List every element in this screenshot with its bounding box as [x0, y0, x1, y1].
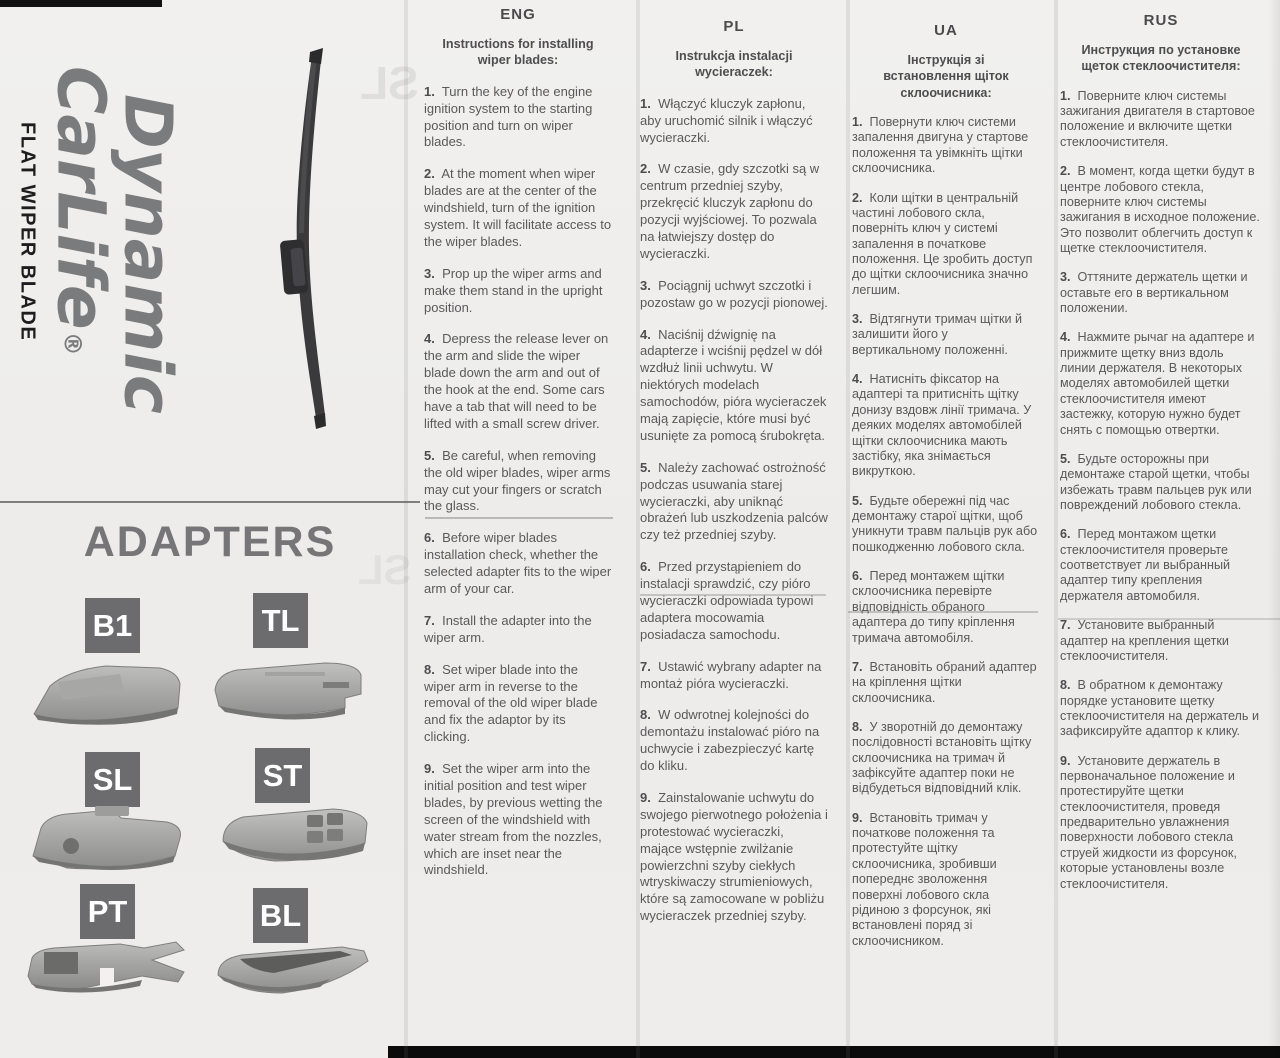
step-text: Будьте осторожны при демонтаже старой щетки, чтобы избежать травм пальцев рук или повреждений лобового стекла.: [1060, 451, 1252, 512]
step-text: Włączyć kluczyk zapłonu, aby uruchomić silnik i włączyć wycieraczki.: [640, 95, 813, 145]
fold-line: [1054, 0, 1058, 1058]
instruction-step: [852, 372, 1040, 480]
step-number: 6.: [1060, 527, 1071, 542]
instruction-step: [424, 761, 612, 879]
column-subtitle: Instructions for installing wiper blades:: [442, 37, 594, 68]
step-text: В момент, когда щетки будут в центре лобового стекла, поверните ключ системы зажигания в исходное положение. Это позволит облегчить доступ к щетке стеклоочистителя.: [1060, 164, 1260, 255]
step-number: 1.: [424, 83, 435, 99]
step-text: Відтягнути тримач щітки й залишити його у вертикальному положенні.: [852, 312, 1023, 357]
step-number: 2.: [640, 161, 651, 177]
adapter-photo-b1: [28, 652, 188, 732]
instruction-step: [852, 811, 1040, 949]
column-subtitle: Інструкція зі встановлення щіток склоочисника:: [883, 53, 1009, 100]
column-subtitle: Instrukcja instalacji wycieraczek:: [675, 49, 793, 80]
instruction-list: [424, 84, 612, 880]
step-text: W odwrotnej kolejności do demontażu instalować pióro na uchwycie i zabezpieczyć kartę do kliku.: [640, 707, 820, 774]
step-text: Pociągnij uchwyt szczotki i pozostaw go w pozycji pionowej.: [640, 277, 828, 310]
paper-crease: [0, 501, 420, 503]
column-rus: [1060, 0, 1262, 892]
step-text: Будьте обережні під час демонтажу старої щітки, щоб уникнути травм пальців рук або пошкодженню лобового скла.: [852, 493, 1038, 554]
bleed-through-text: SL: [360, 57, 419, 109]
instruction-step: [424, 84, 612, 152]
instruction-step: [640, 161, 828, 262]
step-text: Установите выбранный адаптер на крепления щетки стеклоочистителя.: [1060, 618, 1229, 663]
instruction-step: [1060, 527, 1262, 604]
column-pl: [640, 0, 828, 925]
step-number: 5.: [424, 447, 435, 463]
step-number: 1.: [640, 95, 651, 111]
instruction-step: [1060, 754, 1262, 892]
step-text: Należy zachować ostrożność podczas usuwania starej wycieraczki, aby uniknąć obrażeń lub uszkodzenia palców czy też przedniej szyby.: [640, 459, 828, 543]
step-number: 1.: [1060, 88, 1071, 103]
adapters-title: ADAPTERS: [83, 518, 337, 566]
instruction-step: [1060, 678, 1262, 739]
fold-line: [846, 0, 850, 1058]
step-number: 2.: [852, 190, 863, 205]
instruction-step: [1060, 452, 1262, 513]
instruction-step: [852, 660, 1040, 706]
adapter-label-bl: BL: [253, 888, 308, 943]
adapter-photo-pt: [22, 930, 197, 1015]
step-number: 3.: [852, 312, 863, 327]
step-text: Depress the release lever on the arm and slide the wiper blade down the arm and out of the hook at the end. Some cars have a tab that will need to be lifted with a small screw driver.: [424, 331, 609, 431]
step-number: 7.: [424, 612, 435, 628]
step-text: Naciśnij dźwignię na adapterze i wciśnij pędzel w dół wzdłuż linii uchwytu. W niektórych modelach samochodów, pióra wycieraczek mają zapięcie, które musi być usunięte za pomocą śrubokręta.: [640, 326, 827, 443]
adapter-photo-st: [215, 795, 375, 880]
step-number: 4.: [1060, 330, 1071, 345]
step-text: Zainstalowanie uchwytu do swojego pierwotnego położenia i protestować wycieraczki, mające wstępnie zwilżanie powierzchni szyby ciekłych wtryskiwaczy strumieniowych, które są zamocowane w pobliżu wycieraczek przedniej szyby.: [640, 790, 828, 924]
instruction-step: [1060, 330, 1262, 438]
step-text: Turn the key of the engine ignition system to the starting position and turn on wiper blades.: [424, 83, 593, 150]
instruction-step: [852, 191, 1040, 299]
instruction-step: [852, 312, 1040, 358]
step-number: 9.: [852, 810, 863, 825]
step-number: 3.: [424, 265, 435, 281]
instruction-step: [424, 166, 612, 250]
step-text: У зворотній до демонтажу послідовності встановіть щітку склоочисника на тримач й зафіксуйте адаптер поки не відбудеться відповідний клік.: [852, 719, 1032, 796]
step-number: 5.: [640, 459, 651, 475]
step-number: 4.: [852, 372, 863, 387]
step-number: 1.: [852, 115, 863, 130]
adapter-photo-sl: [25, 798, 190, 883]
step-text: Установите держатель в первоначальное положение и протестируйте щетки стеклоочистителя, проведя предварительно увлажнения поверхности лобового стекла струей жидкости из форсунок, которые установлены возле стеклоочистителя.: [1060, 753, 1237, 891]
instruction-step: [1060, 164, 1262, 256]
instruction-step: [424, 266, 612, 317]
wiper-blade-photo: [262, 48, 348, 436]
scan-edge-bottom: [388, 1046, 1280, 1058]
scan-edge-right: [1268, 0, 1280, 1058]
step-text: Оттяните держатель щетки и оставьте его в вертикальном положении.: [1060, 270, 1248, 316]
step-number: 9.: [424, 761, 435, 777]
logo-dynamic: Dynamic: [109, 94, 187, 414]
step-number: 2.: [1060, 164, 1071, 179]
step-text: Set the wiper arm into the initial position and test wiper blades, by previous wetting the screen of the windshield with water stream from the nozzles, which are inset near the windshield.: [424, 761, 603, 878]
step-text: Be careful, when removing the old wiper blades, wiper arms may cut your fingers or scratch the glass.: [424, 447, 611, 514]
step-number: 5.: [852, 493, 863, 508]
step-text: В обратном к демонтажу порядке установите щетку стеклоочистителя на держатель и зафиксируйте адаптор к клику.: [1060, 678, 1259, 739]
step-text: Przed przystąpieniem do instalacji sprawdzić, czy pióro wycieraczki odpowiada typowi adaptera mocowamia posiadacza samochodu.: [640, 559, 814, 642]
step-text: Натисніть фіксатор на адаптері та притисніть щітку донизу вздовж лінії тримача. У деяких моделях автомобілей щітки склоочисника мають застібку, яка знімається викруткою.: [852, 372, 1032, 479]
step-text: Нажмите рычаг на адаптере и прижмите щетку вниз вдоль линии держателя. В некоторых моделях автомобилей щетки стеклоочистителя имеют застежку, которую нужно будет снять с помощью отвертки.: [1060, 330, 1255, 437]
language-header: UA: [934, 22, 958, 39]
instruction-step: [424, 530, 612, 598]
adapter-label-sl: SL: [85, 752, 140, 807]
language-header: PL: [723, 18, 745, 35]
adapter-label-pt: PT: [80, 884, 135, 939]
brand-logo: [16, 66, 268, 480]
scan-edge-top: [0, 0, 162, 7]
step-number: 6.: [640, 559, 651, 575]
step-number: 6.: [852, 569, 863, 584]
instruction-step: [640, 460, 828, 544]
adapter-label-st: ST: [255, 748, 310, 803]
adapter-photo-tl: [205, 648, 373, 733]
step-number: 2.: [424, 166, 435, 182]
step-number: 8.: [424, 661, 435, 677]
column-eng: [424, 0, 612, 879]
instruction-step: [640, 96, 828, 147]
step-number: 8.: [1060, 678, 1071, 693]
instruction-step: [1060, 89, 1262, 150]
step-number: 4.: [640, 326, 651, 342]
registered-trademark: ®: [58, 331, 87, 356]
step-text: Ustawić wybrany adapter na montaż pióra wycieraczki.: [640, 658, 822, 691]
step-text: Set wiper blade into the wiper arm in reverse to the removal of the old wiper blade and fix the adaptor by its clicking.: [424, 661, 598, 745]
step-text: Встановіть обраний адаптер на кріплення щітки склоочисника.: [852, 659, 1037, 705]
step-text: Поверните ключ системы зажигания двигателя в стартовое положение и включите щетки стеклоочистителя.: [1060, 88, 1255, 149]
instruction-step: [640, 559, 828, 643]
step-number: 7.: [852, 659, 863, 674]
step-text: Install the adapter into the wiper arm.: [424, 612, 592, 645]
step-number: 9.: [1060, 753, 1071, 768]
step-text: Коли щітки в центральній частині лобового скла, поверніть ключ у системі запалення в початкове положення. Це зробить доступ до щітки склоочисника значно легшим.: [852, 190, 1033, 297]
instruction-list: [852, 115, 1040, 949]
instruction-step: [640, 790, 828, 925]
step-text: Before wiper blades installation check, whether the selected adapter fits to the wiper arm of your car.: [424, 530, 612, 596]
step-number: 5.: [1060, 451, 1071, 466]
column-subtitle: Инструкция по установке щеток стеклоочистителя:: [1081, 43, 1241, 74]
step-number: 9.: [640, 790, 651, 805]
instruction-step: [640, 659, 828, 693]
step-number: 3.: [640, 277, 651, 293]
step-text: Повернути ключ системи запалення двигуна у стартове положення та увімкніть щітки склоочисника.: [852, 115, 1029, 176]
step-text: W czasie, gdy szczotki są w centrum przedniej szyby, przekręcić kluczyk zapłonu do pozycji wyjściowej. To pozwala na łatwiejszy dostęp do wycieraczki.: [640, 161, 820, 261]
instruction-list: [640, 96, 828, 925]
logo-tagline: FLAT WIPER BLADE: [17, 122, 39, 342]
step-number: 8.: [640, 707, 651, 723]
instruction-step: [424, 613, 612, 647]
step-number: 3.: [1060, 270, 1071, 285]
instruction-step: [852, 569, 1040, 646]
instruction-step: [1060, 618, 1262, 664]
instruction-step: [852, 494, 1040, 555]
instruction-step: [640, 327, 828, 445]
step-text: At the moment when wiper blades are at the center of the windshield, turn of the ignition system. It will facilitate access to the wiper blades.: [424, 166, 612, 249]
step-number: 6.: [424, 530, 435, 546]
fold-line: [404, 0, 408, 1058]
adapter-label-b1: B1: [85, 598, 140, 653]
language-header: RUS: [1143, 12, 1179, 29]
step-text: Перед монтажом щетки стеклоочистителя проверьте соответствует ли выбранный адаптер типу крепления держателя автомобиля.: [1060, 527, 1231, 603]
instruction-step: [1060, 270, 1262, 316]
step-text: Prop up the wiper arms and make them stand in the upright position.: [424, 265, 603, 315]
bleed-through-text: SL: [358, 546, 412, 593]
step-number: 8.: [852, 719, 863, 734]
instruction-step: [852, 115, 1040, 176]
step-text: Перед монтажем щітки склоочисника перевірте відповідність обраного адаптера до типу кріплення тримача автомобіля.: [852, 569, 1015, 645]
step-text: Встановіть тримач у початкове положення та протестуйте щітку склоочисника, зробивши попереднє зволоження поверхні лобового скла рідиною з форсунок, які встановлені поряд зі склоочисником.: [852, 810, 997, 948]
adapter-photo-bl: [210, 935, 375, 1015]
language-header: ENG: [500, 6, 536, 23]
instruction-step: [424, 662, 612, 746]
logo-carlife: CarLife®: [42, 66, 120, 356]
step-number: 4.: [424, 331, 435, 347]
column-ua: [852, 0, 1040, 949]
instruction-step: [640, 278, 828, 312]
instruction-list: [1060, 89, 1262, 892]
instruction-step: [852, 720, 1040, 797]
instruction-step: [424, 331, 612, 432]
step-number: 7.: [640, 658, 651, 674]
adapter-label-tl: TL: [253, 593, 308, 648]
instruction-step: [640, 707, 828, 775]
step-number: 7.: [1060, 618, 1071, 633]
instruction-step: [424, 448, 612, 516]
